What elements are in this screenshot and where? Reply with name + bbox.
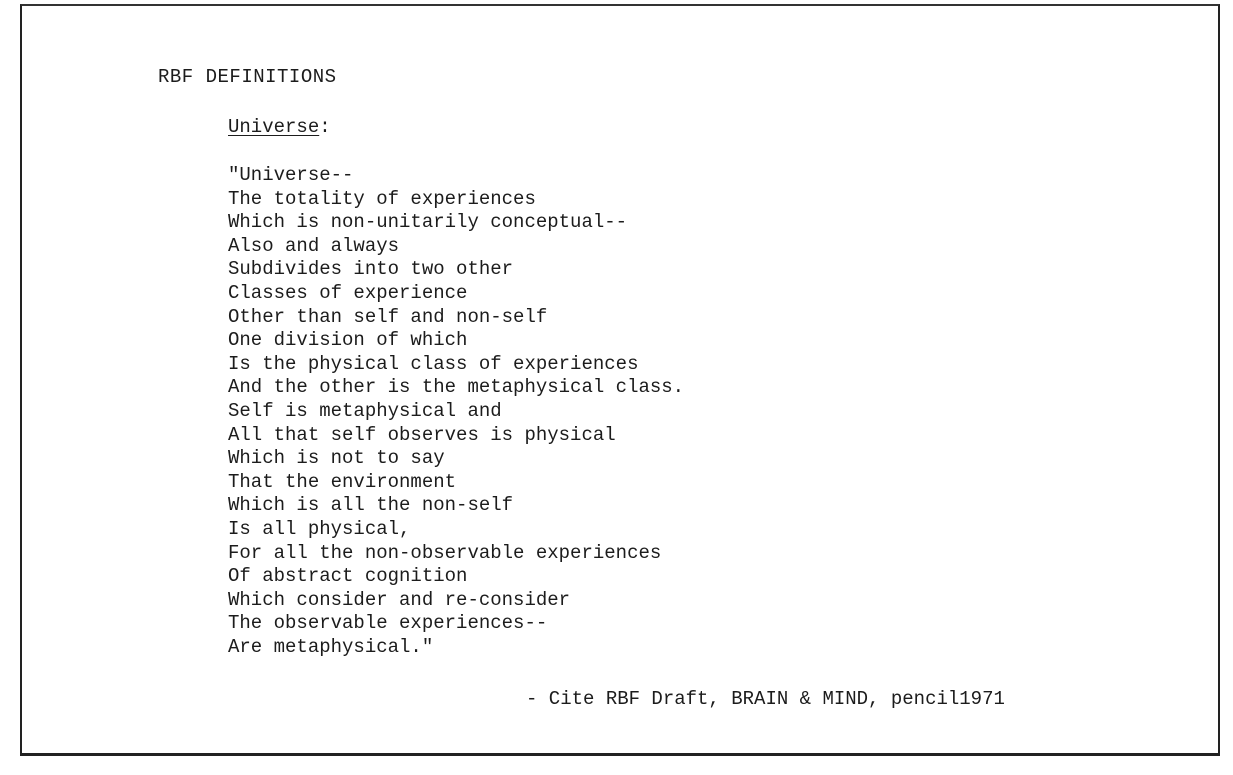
quote-line: Is all physical,: [228, 517, 411, 540]
quote-line: Which consider and re-consider: [228, 588, 571, 611]
quote-line: That the environment: [228, 470, 457, 493]
quote-line: Subdivides into two other: [228, 258, 514, 281]
quote-line: Which is not to say: [228, 447, 445, 470]
quote-line: One division of which: [228, 329, 468, 352]
quote-line: Classes of experience: [228, 281, 468, 304]
quote-line: Is the physical class of experiences: [228, 352, 639, 375]
quote-line: Other than self and non-self: [228, 305, 548, 328]
quote-line: Which is all the non-self: [228, 494, 514, 517]
citation: - Cite RBF Draft, BRAIN & MIND, pencil1971: [526, 688, 1005, 710]
quote-line: "Universe--: [228, 164, 354, 186]
definition-quote: [228, 164, 684, 659]
quote-line: And the other is the metaphysical class.: [228, 376, 685, 399]
quote-line: Which is non-unitarily conceptual--: [228, 211, 628, 234]
quote-line: Are metaphysical.": [228, 635, 434, 658]
term-colon: :: [319, 116, 331, 138]
quote-line: The observable experiences--: [228, 612, 548, 635]
quote-line: For all the non-observable experiences: [228, 541, 662, 564]
quote-line: The totality of experiences: [228, 187, 536, 210]
quote-line: All that self observes is physical: [228, 423, 616, 446]
term-heading: [228, 116, 331, 138]
quote-line: Self is metaphysical and: [228, 399, 502, 422]
term-label: Universe: [228, 116, 320, 138]
quote-line: Also and always: [228, 234, 400, 257]
page-title: RBF DEFINITIONS: [158, 66, 337, 88]
quote-line: Of abstract cognition: [228, 565, 468, 588]
